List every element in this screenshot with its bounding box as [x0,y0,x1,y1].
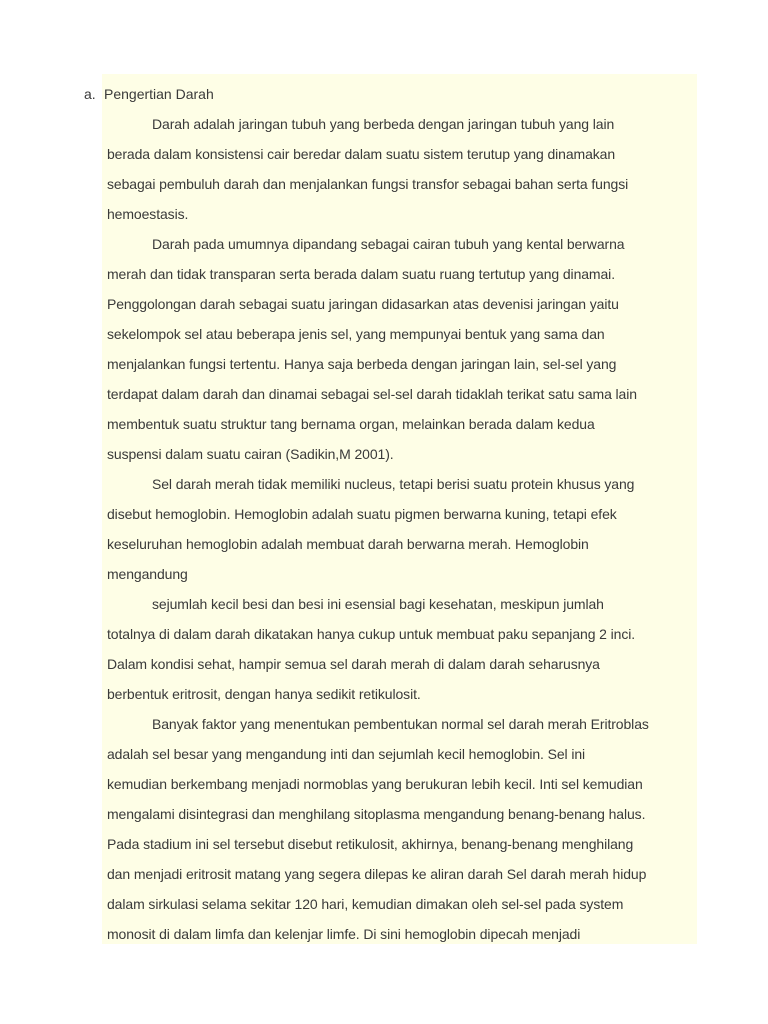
section-marker: a. [84,86,96,102]
paragraph-line: mengalami disintegrasi dan menghilang sitoplasma mengandung benang-benang halus. [107,806,646,822]
paragraph-line: Dalam kondisi sehat, hampir semua sel darah merah di dalam darah seharusnya [107,656,600,672]
paragraph-line: mengandung [107,566,188,582]
paragraph-line: merah dan tidak transparan serta berada dalam suatu ruang tertutup yang dinamai. [107,266,615,282]
paragraph-line: dalam sirkulasi selama sekitar 120 hari, kemudian dimakan oleh sel-sel pada system [107,896,624,912]
paragraph-line: Sel darah merah tidak memiliki nucleus, tetapi berisi suatu protein khusus yang [152,476,635,492]
section-heading [84,84,214,104]
paragraph-line: berbentuk eritrosit, dengan hanya sedikit retikulosit. [107,686,421,702]
paragraph-line: terdapat dalam darah dan dinamai sebagai sel-sel darah tidaklah terikat satu sama lain [107,386,637,402]
paragraph-line: Darah pada umumnya dipandang sebagai cairan tubuh yang kental berwarna [152,236,625,252]
paragraph-line: membentuk suatu struktur tang bernama organ, melainkan berada dalam kedua [107,416,595,432]
paragraph-line: disebut hemoglobin. Hemoglobin adalah suatu pigmen berwarna kuning, tetapi efek [107,506,617,522]
paragraph-line: monosit di dalam limfa dan kelenjar limfe. Di sini hemoglobin dipecah menjadi [107,926,581,942]
section-title: Pengertian Darah [104,86,214,102]
paragraph-line: sekelompok sel atau beberapa jenis sel, yang mempunyai bentuk yang sama dan [107,326,605,342]
paragraph-line: menjalankan fungsi tertentu. Hanya saja berbeda dengan jaringan lain, sel-sel yang [107,356,617,372]
paragraph-line: sebagai pembuluh darah dan menjalankan fungsi transfor sebagai bahan serta fungsi [107,176,629,192]
paragraph-line: berada dalam konsistensi cair beredar dalam suatu sistem terutup yang dinamakan [107,146,616,162]
paragraph-line: hemoestasis. [107,206,189,222]
paragraph-line: suspensi dalam suatu cairan (Sadikin,M 2001). [107,446,394,462]
paragraph-line: Banyak faktor yang menentukan pembentukan normal sel darah merah Eritroblas [152,716,649,732]
paragraph-line: totalnya di dalam darah dikatakan hanya cukup untuk membuat paku sepanjang 2 inci. [107,626,636,642]
paragraph-line: Penggolongan darah sebagai suatu jaringan didasarkan atas devenisi jaringan yaitu [107,296,619,312]
paragraph-line: sejumlah kecil besi dan besi ini esensial bagi kesehatan, meskipun jumlah [152,596,604,612]
paragraph-line: Darah adalah jaringan tubuh yang berbeda dengan jaringan tubuh yang lain [152,116,615,132]
paragraph-line: adalah sel besar yang mengandung inti dan sejumlah kecil hemoglobin. Sel ini [107,746,586,762]
paragraph-line: kemudian berkembang menjadi normoblas yang berukuran lebih kecil. Inti sel kemudian [107,776,643,792]
paragraph-line: dan menjadi eritrosit matang yang segera dilepas ke aliran darah Sel darah merah hidup [107,866,647,882]
paragraph-line: keseluruhan hemoglobin adalah membuat darah berwarna merah. Hemoglobin [107,536,589,552]
paragraph-line: Pada stadium ini sel tersebut disebut retikulosit, akhirnya, benang-benang menghilang [107,836,634,852]
